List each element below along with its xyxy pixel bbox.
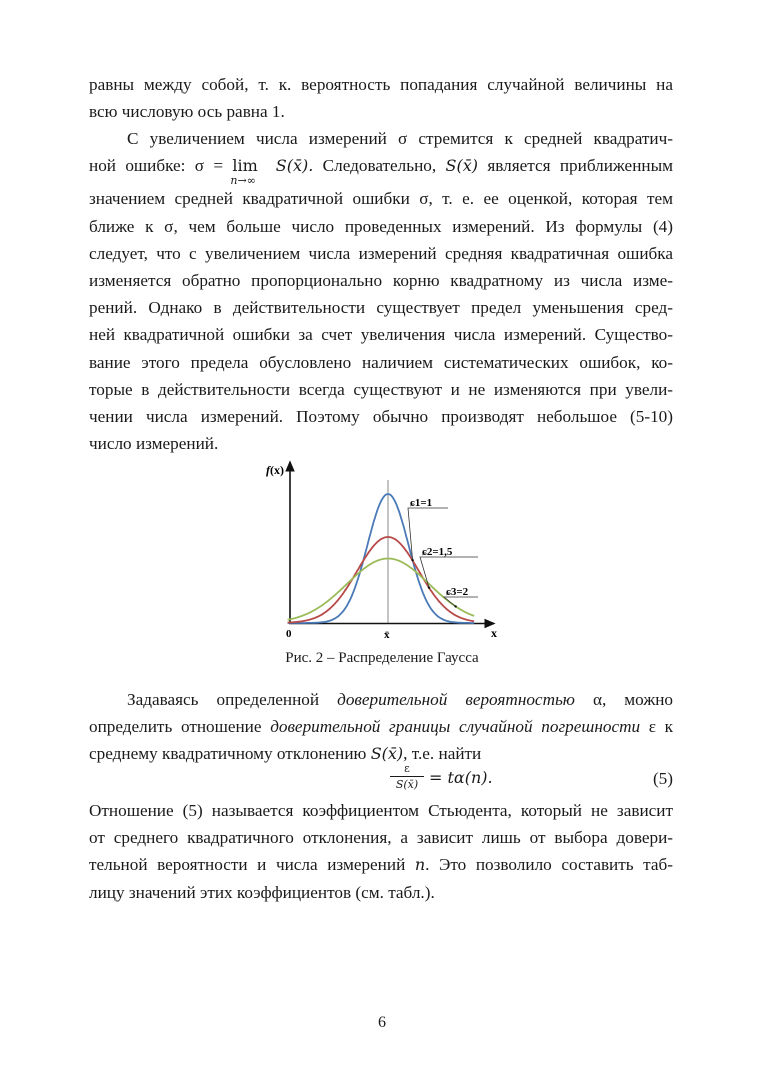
- leader-dot-1: [411, 559, 413, 561]
- paragraph-intro: [89, 71, 673, 125]
- text-line: следует, что с увеличением числа измерений средняя квадратичная ошибка: [89, 243, 673, 263]
- variable-n: n: [414, 855, 426, 875]
- text-line: чении числа измерений. Поэтому обычно производят небольшое (5-10): [89, 406, 673, 426]
- x-axis-label: x: [491, 626, 497, 640]
- fraction: [390, 763, 424, 791]
- text-line: изменяется обратно пропорционально корню квадратному из числа изме-: [89, 270, 673, 290]
- text-line: число измерений.: [89, 434, 219, 454]
- text: ной ошибке: σ =: [89, 156, 224, 176]
- text: является приближенным: [487, 156, 674, 176]
- text-line-with-formula: [89, 152, 674, 188]
- text-line: всю числовую ось равна 1.: [89, 102, 285, 122]
- lim-operator: lim: [232, 156, 258, 176]
- equation-number: (5): [652, 769, 673, 788]
- text-line: [89, 686, 673, 713]
- paragraph-sigma-limit: [89, 125, 673, 457]
- text-line: лицу значений этих коэффициентов (см. табл.).: [89, 882, 435, 902]
- curves-group: [288, 494, 475, 623]
- text: определить отношение: [89, 717, 262, 737]
- text: ε к: [648, 717, 674, 737]
- text: Задаваясь определенной: [127, 690, 320, 709]
- series-label-sigma3: ɕ3=2: [446, 586, 469, 598]
- denominator: S(x̄): [395, 778, 419, 791]
- term-confidence-bound: доверительной границы случайной погрешности: [270, 717, 641, 737]
- s-of-xbar: S(x̄): [370, 744, 404, 764]
- text: , т.е. найти: [403, 744, 482, 764]
- text-line: ней квадратичной ошибки за счет увеличения числа измерений. Существо-: [89, 325, 673, 345]
- text: . Это позволило составить таб-: [425, 855, 674, 875]
- text-line: ближе к σ, чем больше число проведенных измерений. Из формулы (4): [89, 216, 673, 236]
- formula-rhs: = tα(n).: [429, 768, 493, 787]
- text: Следовательно,: [322, 156, 437, 176]
- lim-subscript: n→∞: [230, 174, 256, 188]
- curve-sigma-1: [288, 494, 475, 623]
- text-line: значением средней квадратичной ошибки σ, т. е. ее оценкой, которая тем: [89, 189, 673, 209]
- text: α, можно: [592, 690, 673, 709]
- text-line: Отношение (5) называется коэффициентом Стьюдента, который не зависит: [89, 801, 673, 820]
- fraction-bar: [390, 776, 424, 777]
- figure-caption: Рис. 2 – Распределение Гаусса: [285, 650, 479, 666]
- text: тельной вероятности и числа измерений: [89, 855, 406, 875]
- limit-expression: [230, 152, 266, 188]
- x-tick-mean: x̄: [384, 629, 390, 641]
- numerator: ε: [404, 762, 410, 775]
- term-confidence-probability: доверительной вероятностью: [337, 690, 575, 709]
- formula-5: [89, 763, 673, 797]
- leader-dot-2: [428, 586, 430, 588]
- text-line: вание этого предела обусловлено наличием систематических ошибок, ко-: [89, 352, 673, 372]
- text-line: рений. Однако в действительности существует предел уменьшения сред-: [89, 298, 673, 318]
- x-tick-origin: 0: [286, 628, 292, 640]
- text-line: [89, 851, 673, 878]
- s-of-xbar: S(x̄): [445, 156, 478, 176]
- y-axis-label: f(x): [266, 463, 284, 477]
- paragraph-student: [89, 797, 673, 906]
- paragraph-confidence: [89, 686, 673, 768]
- leader-dot-3: [454, 605, 456, 607]
- text-line: [89, 713, 673, 740]
- text-line: С увеличением числа измерений σ стремится к средней квадратич-: [127, 129, 673, 148]
- page-number: 6: [378, 1014, 386, 1031]
- text-line: от среднего квадратичного отклонения, а зависит лишь от выбора довери-: [89, 828, 673, 848]
- gauss-distribution-chart: [255, 450, 515, 650]
- text: среднему квадратичному отклонению: [89, 744, 367, 764]
- text-line: торые в действительности всегда существуют и не изменяются при увели-: [89, 379, 673, 399]
- text-line: равны между собой, т. к. вероятность попадания случайной величины на: [89, 75, 673, 94]
- series-label-sigma2: ɕ2=1,5: [422, 546, 453, 558]
- s-of-xbar: S(x̄).: [275, 156, 314, 176]
- series-label-sigma1: ɕ1=1: [410, 497, 433, 509]
